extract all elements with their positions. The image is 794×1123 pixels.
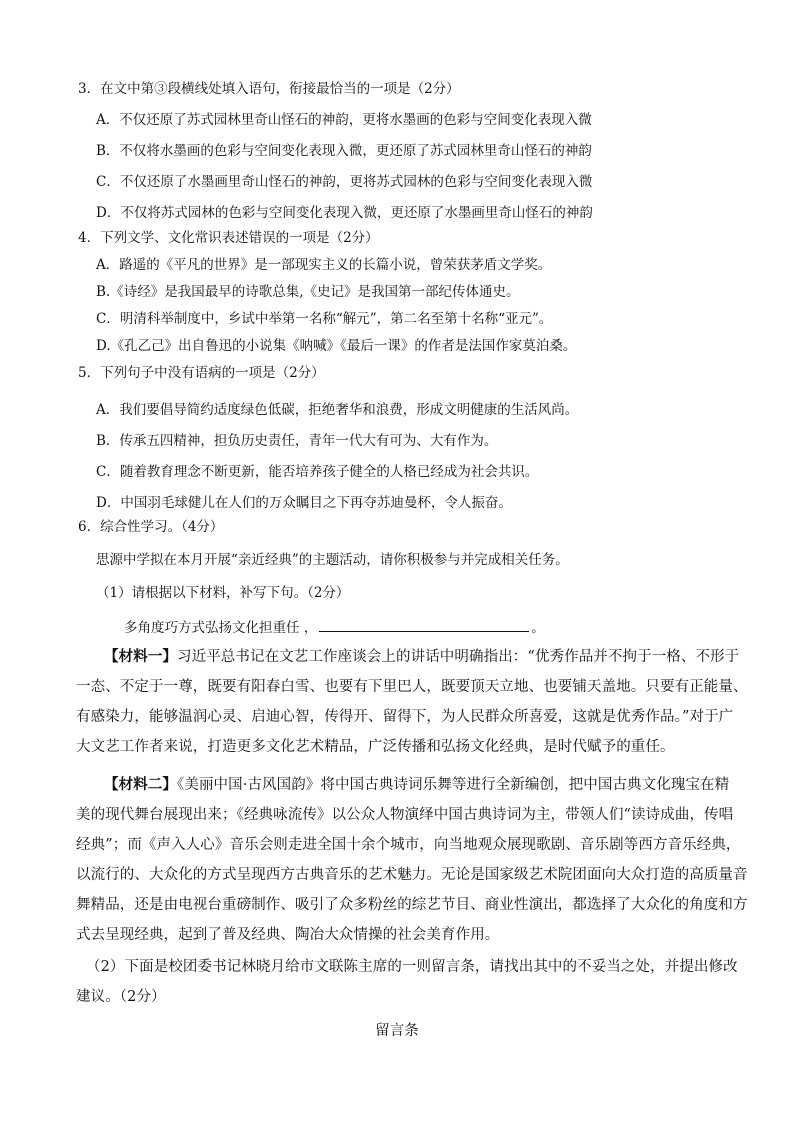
q3-option-a: A．不仅还原了苏式园林里奇山怪石的神韵，更将水墨画的色彩与空间变化表现入微 — [96, 112, 592, 128]
q4-option-b: B.《诗经》是我国最早的诗歌总集,《史记》是我国第一部纪传体通史。 — [96, 284, 520, 300]
q4-option-d: D.《孔乙己》出自鲁迅的小说集《呐喊》《最后一课》的作者是法国作家莫泊桑。 — [96, 338, 577, 354]
material2-line-1: 【材料二】《美丽中国·古风国韵》将中国古典诗词乐舞等进行全新编创，把中国古典文化瑰宝在精 — [104, 776, 730, 793]
q5-option-c: C．随着教育理念不断更新，能否培养孩子健全的人格已经成为社会共识。 — [96, 464, 539, 480]
q3-option-d: D．不仅将苏式园林的色彩与空间变化表现入微，更还原了水墨画里奇山怪石的神韵 — [96, 205, 593, 221]
q4-stem: 4．下列文学、文化常识表述错误的一项是（2分） — [78, 230, 379, 246]
material2-label: 【材料二】 — [104, 776, 177, 793]
q3-stem: 3．在文中第③段横线处填入语句，衔接最恰当的一项是（2分） — [78, 81, 460, 97]
material2-line-6: 式去呈现经典，起到了普及经典、陶冶大众情操的社会美育作用。 — [76, 927, 500, 943]
material2-line-3: 经典”；而《声入人心》音乐会则走进全国十余个城市，向当地观众展现歌剧、音乐剧等西方音乐经典， — [76, 837, 741, 853]
q5-option-a: A．我们要倡导简约适度绿色低碳，拒绝奢华和浪费，形成文明健康的生活风尚。 — [96, 402, 579, 418]
material2-line-5: 舞精品，还是由电视台重磅制作、吸引了众多粉丝的综艺节目、商业性演出，都选择了大众化的角度和方 — [76, 897, 748, 913]
q5-stem: 5．下列句子中没有语病的一项是（2分） — [78, 365, 325, 381]
material1-line-1: 【材料一】习近平总书记在文艺工作座谈会上的讲话中明确指出：“优秀作品并不拘于一格、不形于 — [104, 648, 740, 665]
material1-line-4: 大文艺工作者来说，打造更多文化艺术精品，广泛传播和弘扬文化经典，是时代赋予的重任。 — [76, 739, 675, 755]
material2-line-4: 以流行的、大众化的方式呈现西方古典音乐的艺术魅力。无论是国家级艺术院团面向大众打造的高质量音 — [76, 867, 748, 883]
fill-prefix: 多角度巧方式弘扬文化担重任 ， — [124, 620, 318, 636]
answer-blank[interactable] — [319, 617, 529, 632]
q6-sub2-line-1: （2）下面是校团委书记林晓月给市文联陈主席的一则留言条，请找出其中的不妥当之处，并提出修改 — [86, 959, 738, 975]
material2-line-2: 美的现代舞台展现出来；《经典咏流传》以公众人物演绎中国古典诗词为主，带领人们“读诗成曲，传唱 — [76, 807, 734, 823]
material1-line-2: 一态、不定于一尊，既要有阳春白雪、也要有下里巴人，既要顶天立地、也要铺天盖地。只要有正能量、 — [76, 679, 748, 695]
q3-option-b: B．不仅将水墨画的色彩与空间变化表现入微，更还原了苏式园林里奇山怪石的神韵 — [96, 143, 592, 159]
material1-line-3: 有感染力，能够温润心灵、启迪心智，传得开、留得下，为人民群众所喜爱，这就是优秀作品。”对于广 — [76, 709, 734, 725]
q4-option-a: A．路遥的《平凡的世界》是一部现实主义的长篇小说，曾荣获茅盾文学奖。 — [96, 257, 552, 273]
q6-stem: 6．综合性学习。（4分） — [78, 519, 224, 535]
q6-fill-sentence — [124, 617, 545, 635]
q3-option-c: C．不仅还原了水墨画里奇山怪石的神韵，更将苏式园林的色彩与空间变化表现入微 — [96, 174, 593, 190]
q5-option-b: B．传承五四精神，担负历史责任，青年一代大有可为、大有作为。 — [96, 433, 498, 449]
fill-suffix: 。 — [531, 620, 545, 636]
q6-intro: 思源中学拟在本月开展“亲近经典”的主题活动，请你积极参与并完成相关任务。 — [96, 552, 569, 568]
q5-option-d: D．中国羽毛球健儿在人们的万众瞩目之下再夺苏迪曼杯，令人振奋。 — [96, 495, 512, 511]
q6-sub2-line-2: 建议。（2分） — [76, 989, 166, 1005]
material1-label: 【材料一】 — [104, 648, 177, 665]
note-title: 留言条 — [375, 1023, 419, 1039]
q6-sub1: （1）请根据以下材料，补写下句。（2分） — [96, 585, 350, 601]
q4-option-c: C．明清科举制度中，乡试中举第一名称“解元”，第二名至第十名称“亚元”。 — [96, 311, 553, 327]
